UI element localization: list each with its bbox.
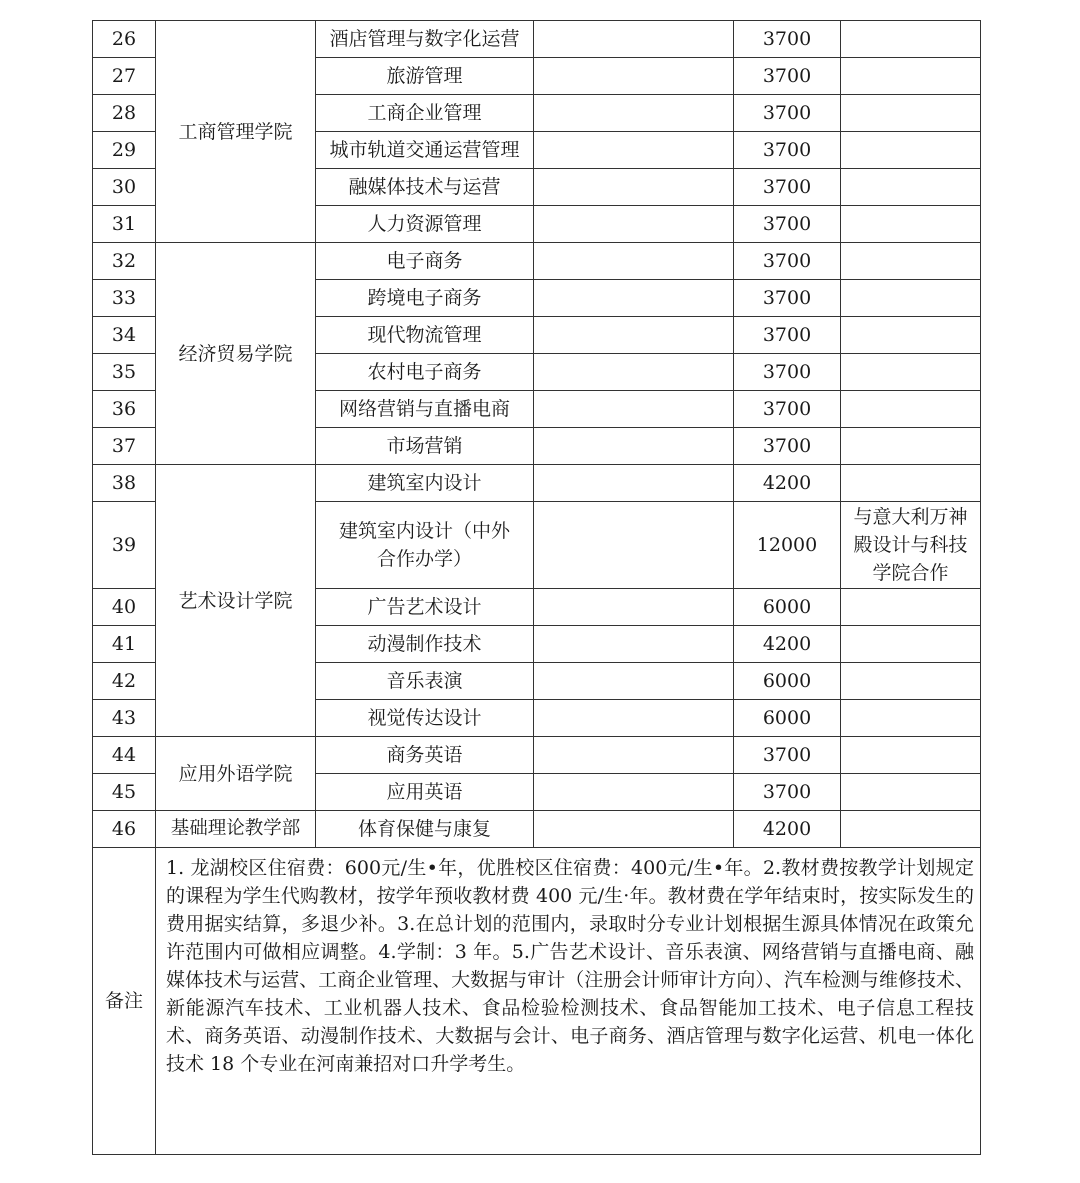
- major-name: [316, 21, 534, 58]
- major-label: 商务英语: [386, 744, 463, 766]
- tuition-fee: 3700: [734, 206, 841, 243]
- row-number: 35: [93, 354, 156, 391]
- blank-cell: [534, 21, 734, 58]
- remark-cell: [841, 391, 981, 428]
- tuition-fee: 3700: [734, 354, 841, 391]
- row-number: 26: [93, 21, 156, 58]
- remark-cell: [841, 811, 981, 848]
- blank-cell: [534, 589, 734, 626]
- remark-cell: [841, 774, 981, 811]
- row-number: 40: [93, 589, 156, 626]
- major-name: [316, 169, 534, 206]
- blank-cell: [534, 663, 734, 700]
- remark-cell: [841, 465, 981, 502]
- major-name: [316, 391, 534, 428]
- college-name: 艺术设计学院: [156, 465, 316, 737]
- tuition-fee: 3700: [734, 132, 841, 169]
- tuition-fee: 6000: [734, 700, 841, 737]
- major-label: 工商企业管理: [367, 102, 482, 124]
- blank-cell: [534, 169, 734, 206]
- remark-cell: [841, 700, 981, 737]
- blank-cell: [534, 280, 734, 317]
- remark-cell: [841, 206, 981, 243]
- row-number: 29: [93, 132, 156, 169]
- row-number: 28: [93, 95, 156, 132]
- remark-cell: [841, 626, 981, 663]
- tuition-fee: 4200: [734, 465, 841, 502]
- tuition-fee: 4200: [734, 626, 841, 663]
- major-name: [316, 206, 534, 243]
- major-name: [316, 280, 534, 317]
- blank-cell: [534, 428, 734, 465]
- major-label: 旅游管理: [386, 65, 463, 87]
- row-number: 33: [93, 280, 156, 317]
- major-name: [316, 132, 534, 169]
- blank-cell: [534, 700, 734, 737]
- tuition-fee: 6000: [734, 589, 841, 626]
- table-row: [93, 465, 981, 502]
- major-label: 现代物流管理: [367, 324, 482, 346]
- tuition-fee: 3700: [734, 169, 841, 206]
- table-row: [93, 811, 981, 848]
- tuition-fee: 3700: [734, 428, 841, 465]
- major-label: 跨境电子商务: [367, 287, 482, 309]
- blank-cell: [534, 774, 734, 811]
- major-label: 广告艺术设计: [367, 596, 482, 618]
- major-name: [316, 663, 534, 700]
- blank-cell: [534, 243, 734, 280]
- row-number: 36: [93, 391, 156, 428]
- major-name: [316, 774, 534, 811]
- major-label: 城市轨道交通运营管理: [329, 139, 520, 161]
- major-name: [316, 811, 534, 848]
- blank-cell: [534, 811, 734, 848]
- tuition-fee: 3700: [734, 737, 841, 774]
- remark-cell: [841, 737, 981, 774]
- major-name: [316, 95, 534, 132]
- tuition-fee: 4200: [734, 811, 841, 848]
- college-name: 经济贸易学院: [156, 243, 316, 465]
- major-label: 网络营销与直播电商: [338, 398, 510, 420]
- major-label: 农村电子商务: [367, 361, 482, 383]
- row-number: 46: [93, 811, 156, 848]
- blank-cell: [534, 465, 734, 502]
- blank-cell: [534, 95, 734, 132]
- tuition-fee: 3700: [734, 243, 841, 280]
- major-name: [316, 465, 534, 502]
- row-number: 32: [93, 243, 156, 280]
- note-text: 1. 龙湖校区住宿费：600元/生•年，优胜校区住宿费：400元/生•年。2.教材费按教学计划规定的课程为学生代购教材，按学年预收教材费 400 元/生·年。教材费在学年结束时，按实际发生的费用据实结算，多退少补。3.在总计划的范围内，录取时分专业计划根据生源具体情况在政策允许范围内可做相应调整。4.学制：3 年。5.广告艺术设计、音乐表演、网络营销与直播电商、融媒体技术与运营、工商企业管理、大数据与审计（注册会计师审计方向）、汽车检测与维修技术、新能源汽车技术、工业机器人技术、食品检验检测技术、食品智能加工技术、电子信息工程技术、商务英语、动漫制作技术、大数据与会计、电子商务、酒店管理与数字化运营、机电一体化技术 18 个专业在河南兼招对口升学考生。: [156, 848, 981, 1155]
- row-number: 44: [93, 737, 156, 774]
- blank-cell: [534, 626, 734, 663]
- major-name: [316, 58, 534, 95]
- row-number: 41: [93, 626, 156, 663]
- blank-cell: [534, 737, 734, 774]
- remark-cell: [841, 243, 981, 280]
- major-name: [316, 354, 534, 391]
- row-number: 31: [93, 206, 156, 243]
- tuition-fee: 3700: [734, 58, 841, 95]
- major-label: 应用英语: [386, 781, 463, 803]
- college-name: 基础理论教学部: [156, 811, 316, 848]
- row-number: 38: [93, 465, 156, 502]
- tuition-fee: 3700: [734, 774, 841, 811]
- row-number: 27: [93, 58, 156, 95]
- remark-cell: [841, 132, 981, 169]
- major-name: [316, 243, 534, 280]
- college-name: 应用外语学院: [156, 737, 316, 811]
- remark-cell: [841, 317, 981, 354]
- tuition-fee: 3700: [734, 391, 841, 428]
- row-number: 45: [93, 774, 156, 811]
- tuition-fee: 3700: [734, 317, 841, 354]
- blank-cell: [534, 354, 734, 391]
- remark-cell: [841, 95, 981, 132]
- blank-cell: [534, 58, 734, 95]
- major-name: [316, 626, 534, 663]
- major-label: 视觉传达设计: [367, 707, 482, 729]
- row-number: 39: [93, 502, 156, 589]
- tuition-fee: 3700: [734, 280, 841, 317]
- major-label: 建筑室内设计（中外合作办学）: [338, 520, 510, 570]
- table-row: [93, 21, 981, 58]
- major-label: 融媒体技术与运营: [348, 176, 501, 198]
- remark-cell: [841, 589, 981, 626]
- major-name: [316, 502, 534, 589]
- major-label: 音乐表演: [386, 670, 463, 692]
- note-label: 备注: [93, 848, 156, 1155]
- major-label: 人力资源管理: [367, 213, 482, 235]
- major-label: 电子商务: [386, 250, 463, 272]
- college-name: 工商管理学院: [156, 21, 316, 243]
- fee-table: [92, 20, 981, 1155]
- remark-cell: [841, 169, 981, 206]
- remark-cell: [841, 663, 981, 700]
- remark-cell: [841, 58, 981, 95]
- remark-cell: [841, 280, 981, 317]
- major-name: [316, 317, 534, 354]
- table-row: [93, 737, 981, 774]
- tuition-fee: 3700: [734, 21, 841, 58]
- remark-cell: [841, 21, 981, 58]
- remark-cell: 与意大利万神殿设计与科技学院合作: [841, 502, 981, 589]
- blank-cell: [534, 502, 734, 589]
- blank-cell: [534, 391, 734, 428]
- blank-cell: [534, 132, 734, 169]
- major-label: 酒店管理与数字化运营: [329, 28, 520, 50]
- major-label: 建筑室内设计: [367, 472, 482, 494]
- row-number: 30: [93, 169, 156, 206]
- row-number: 34: [93, 317, 156, 354]
- table-row: [93, 243, 981, 280]
- row-number: 37: [93, 428, 156, 465]
- major-label: 体育保健与康复: [357, 818, 491, 840]
- blank-cell: [534, 317, 734, 354]
- tuition-fee: 12000: [734, 502, 841, 589]
- major-name: [316, 589, 534, 626]
- tuition-fee: 3700: [734, 95, 841, 132]
- remark-cell: [841, 428, 981, 465]
- major-name: [316, 737, 534, 774]
- major-name: [316, 700, 534, 737]
- blank-cell: [534, 206, 734, 243]
- tuition-fee: 6000: [734, 663, 841, 700]
- remark-cell: [841, 354, 981, 391]
- note-row: [93, 848, 981, 1155]
- major-label: 动漫制作技术: [367, 633, 482, 655]
- row-number: 43: [93, 700, 156, 737]
- major-label: 市场营销: [386, 435, 463, 457]
- major-name: [316, 428, 534, 465]
- row-number: 42: [93, 663, 156, 700]
